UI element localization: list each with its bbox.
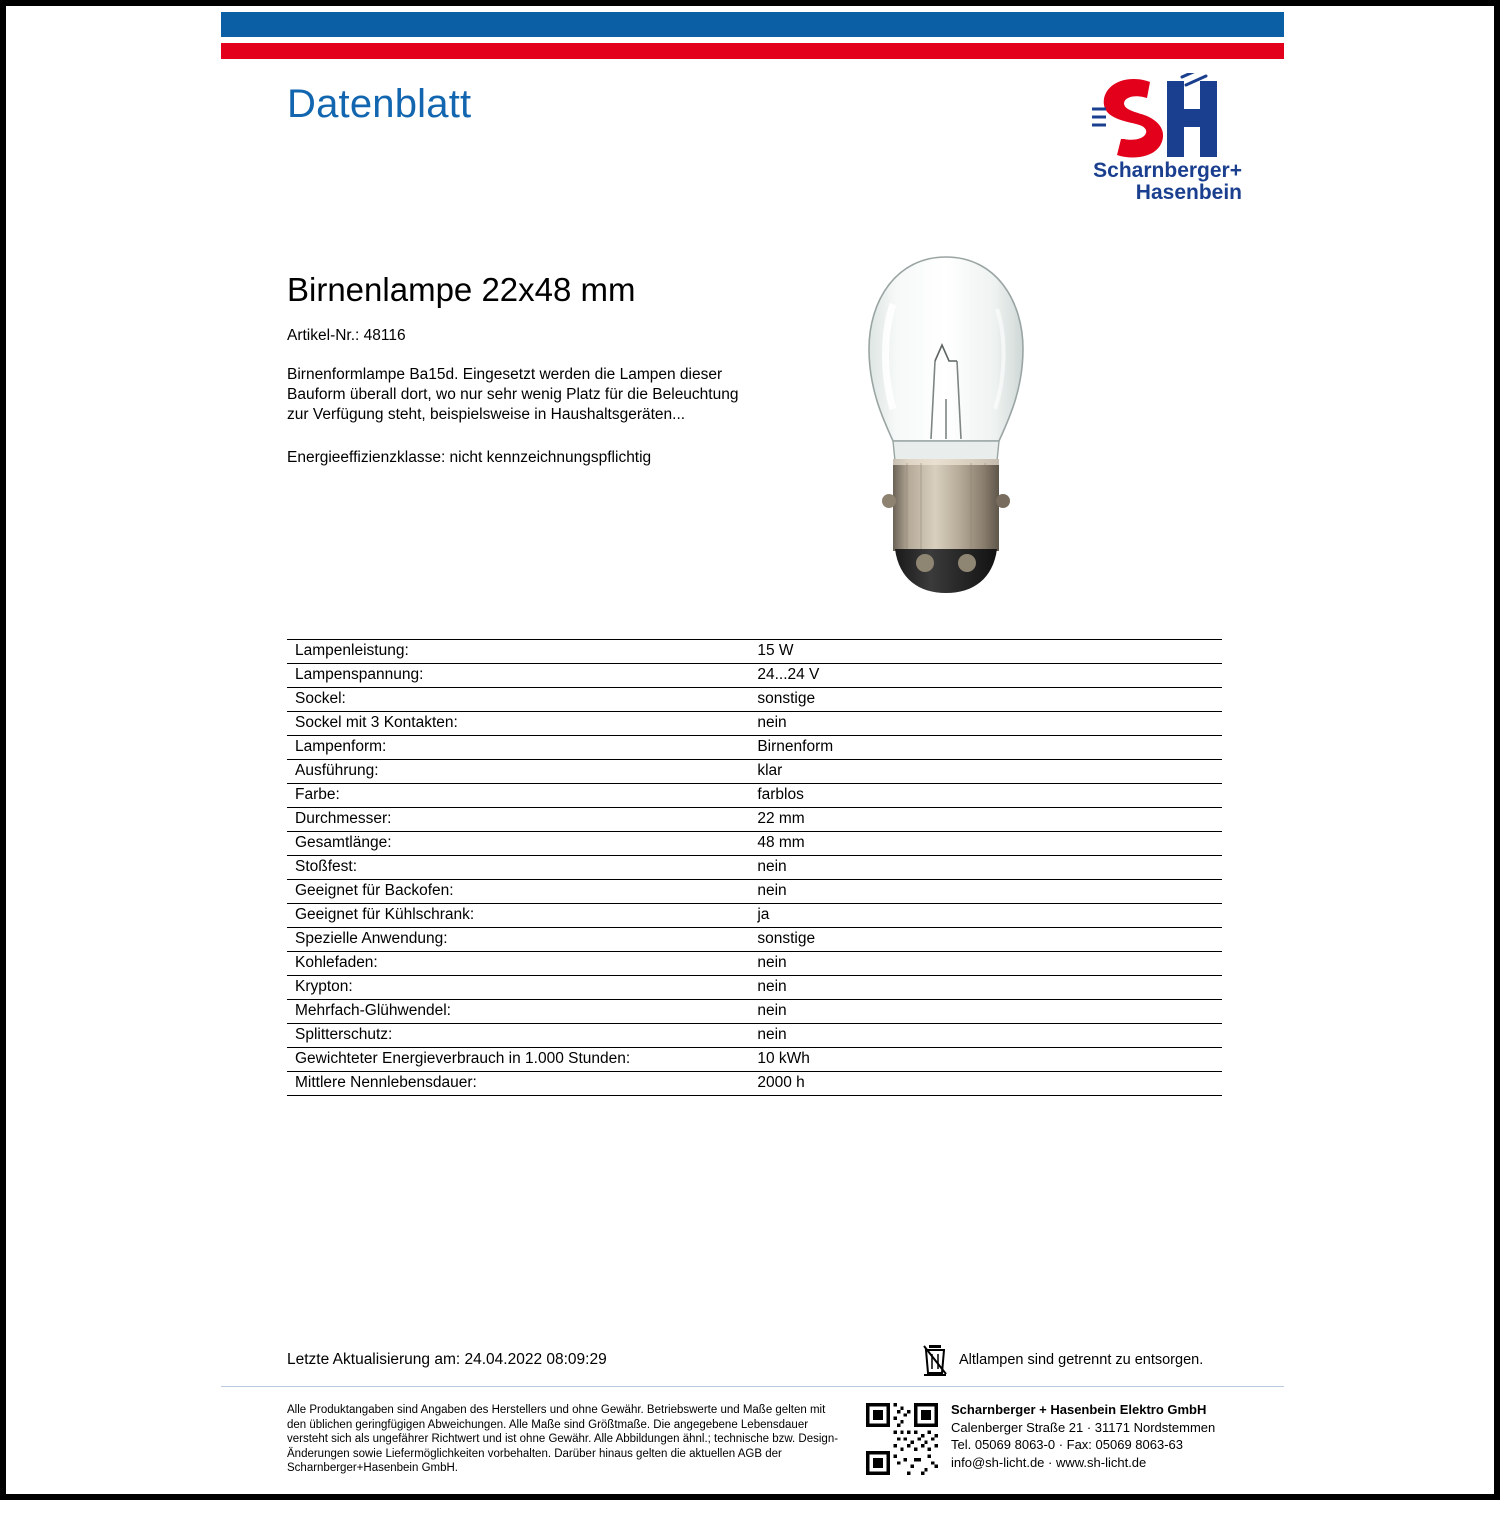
spec-key: Mittlere Nennlebensdauer:: [287, 1072, 749, 1096]
spec-key: Farbe:: [287, 784, 749, 808]
spec-value: 2000 h: [749, 1072, 1222, 1096]
table-row: [287, 1000, 1222, 1024]
qr-code: [866, 1403, 938, 1475]
spec-key: Lampenspannung:: [287, 664, 749, 688]
spec-value: 10 kWh: [749, 1048, 1222, 1072]
spec-value: klar: [749, 760, 1222, 784]
company-details: [951, 1401, 1281, 1471]
spec-value: 22 mm: [749, 808, 1222, 832]
page-footer: [221, 1397, 1284, 1517]
company-name: Scharnberger + Hasenbein Elektro GmbH: [951, 1402, 1207, 1417]
table-row: [287, 904, 1222, 928]
table-row: [287, 760, 1222, 784]
spec-key: Sockel mit 3 Kontakten:: [287, 712, 749, 736]
product-title: Birnenlampe 22x48 mm: [287, 271, 636, 308]
spec-value: sonstige: [749, 688, 1222, 712]
spec-value: nein: [749, 952, 1222, 976]
company-phone: Tel. 05069 8063-0 · Fax: 05069 8063-63: [951, 1437, 1184, 1452]
spec-value: nein: [749, 712, 1222, 736]
table-row: [287, 808, 1222, 832]
spec-value: nein: [749, 880, 1222, 904]
spec-value: ja: [749, 904, 1222, 928]
spec-value: nein: [749, 1024, 1222, 1048]
table-row: [287, 712, 1222, 736]
spec-value: 48 mm: [749, 832, 1222, 856]
header-blue-bar: [221, 12, 1284, 37]
table-row: [287, 736, 1222, 760]
spec-key: Ausführung:: [287, 760, 749, 784]
spec-key: Krypton:: [287, 976, 749, 1000]
disposal-note: [921, 1343, 1203, 1377]
footer-divider: [221, 1386, 1284, 1387]
company-contact: info@sh-licht.de · www.sh-licht.de: [951, 1454, 1147, 1470]
spec-key: Mehrfach-Glühwendel:: [287, 1000, 749, 1024]
spec-value: Birnenform: [749, 736, 1222, 760]
spec-value: 15 W: [749, 640, 1222, 664]
table-row: [287, 1024, 1222, 1048]
table-row: [287, 784, 1222, 808]
spec-key: Spezielle Anwendung:: [287, 928, 749, 952]
table-row: [287, 1072, 1222, 1096]
crossed-out-wheelie-bin-icon: [921, 1343, 949, 1377]
company-address: Calenberger Straße 21 · 31171 Nordstemmen: [951, 1419, 1216, 1435]
page-title: Datenblatt: [287, 82, 472, 126]
specifications-table: [287, 639, 1222, 1096]
table-row: [287, 856, 1222, 880]
spec-key: Sockel:: [287, 688, 749, 712]
spec-key: Geeignet für Backofen:: [287, 880, 749, 904]
spec-key: Lampenleistung:: [287, 640, 749, 664]
spec-key: Splitterschutz:: [287, 1024, 749, 1048]
table-row: [287, 832, 1222, 856]
last-update: Letzte Aktualisierung am: 24.04.2022 08:09:29: [287, 1351, 607, 1368]
spec-key: Lampenform:: [287, 736, 749, 760]
spec-value: nein: [749, 976, 1222, 1000]
svg-text:Scharnberger+: Scharnberger+: [1093, 159, 1242, 182]
table-row: [287, 928, 1222, 952]
table-row: [287, 976, 1222, 1000]
table-row: [287, 640, 1222, 664]
table-row: [287, 880, 1222, 904]
disposal-text: Altlampen sind getrennt zu entsorgen.: [959, 1352, 1204, 1368]
header-red-bar: [221, 43, 1284, 59]
table-row: [287, 688, 1222, 712]
svg-text:Hasenbein: Hasenbein: [1135, 181, 1242, 203]
spec-key: Geeignet für Kühlschrank:: [287, 904, 749, 928]
page-content: [221, 59, 1284, 1474]
spec-value: 24...24 V: [749, 664, 1222, 688]
company-logo: [984, 73, 1244, 203]
spec-key: Kohlefaden:: [287, 952, 749, 976]
table-row: [287, 952, 1222, 976]
spec-value: farblos: [749, 784, 1222, 808]
specifications-body: [287, 640, 1222, 1096]
legal-text: Alle Produktangaben sind Angaben des Herstellers und ohne Gewähr. Betriebswerte und Maße gelten mit den üblichen geringfügigen Abweichungen. Alle Maße sind Größtmaße. Die angegebene Lebensdauer versteht sich als ungefährer Richtwert und ist ohne Gewähr. Alle Abbildungen ähnl.; technische bzw. Design-Änderungen sowie Liefermöglichkeiten vorbehalten. Darüber hinaus gelten die aktuellen AGB der Scharnberger+Hasenbein GmbH.: [287, 1404, 839, 1474]
product-description: Birnenformlampe Ba15d. Eingesetzt werden die Lampen dieser Bauform überall dort, wo nur sehr wenig Platz für die Beleuchtung zur Verfügung steht, beispielsweise in Haushaltsgeräten...: [287, 366, 739, 423]
table-row: [287, 664, 1222, 688]
article-number: Artikel-Nr.: 48116: [287, 327, 406, 344]
spec-key: Gesamtlänge:: [287, 832, 749, 856]
spec-value: sonstige: [749, 928, 1222, 952]
spec-key: Gewichteter Energieverbrauch in 1.000 Stunden:: [287, 1048, 749, 1072]
spec-key: Durchmesser:: [287, 808, 749, 832]
spec-value: nein: [749, 1000, 1222, 1024]
product-image: [821, 249, 1071, 609]
table-row: [287, 1048, 1222, 1072]
energy-efficiency-class: Energieeffizienzklasse: nicht kennzeichnungspflichtig: [287, 449, 652, 466]
spec-value: nein: [749, 856, 1222, 880]
spec-key: Stoßfest:: [287, 856, 749, 880]
